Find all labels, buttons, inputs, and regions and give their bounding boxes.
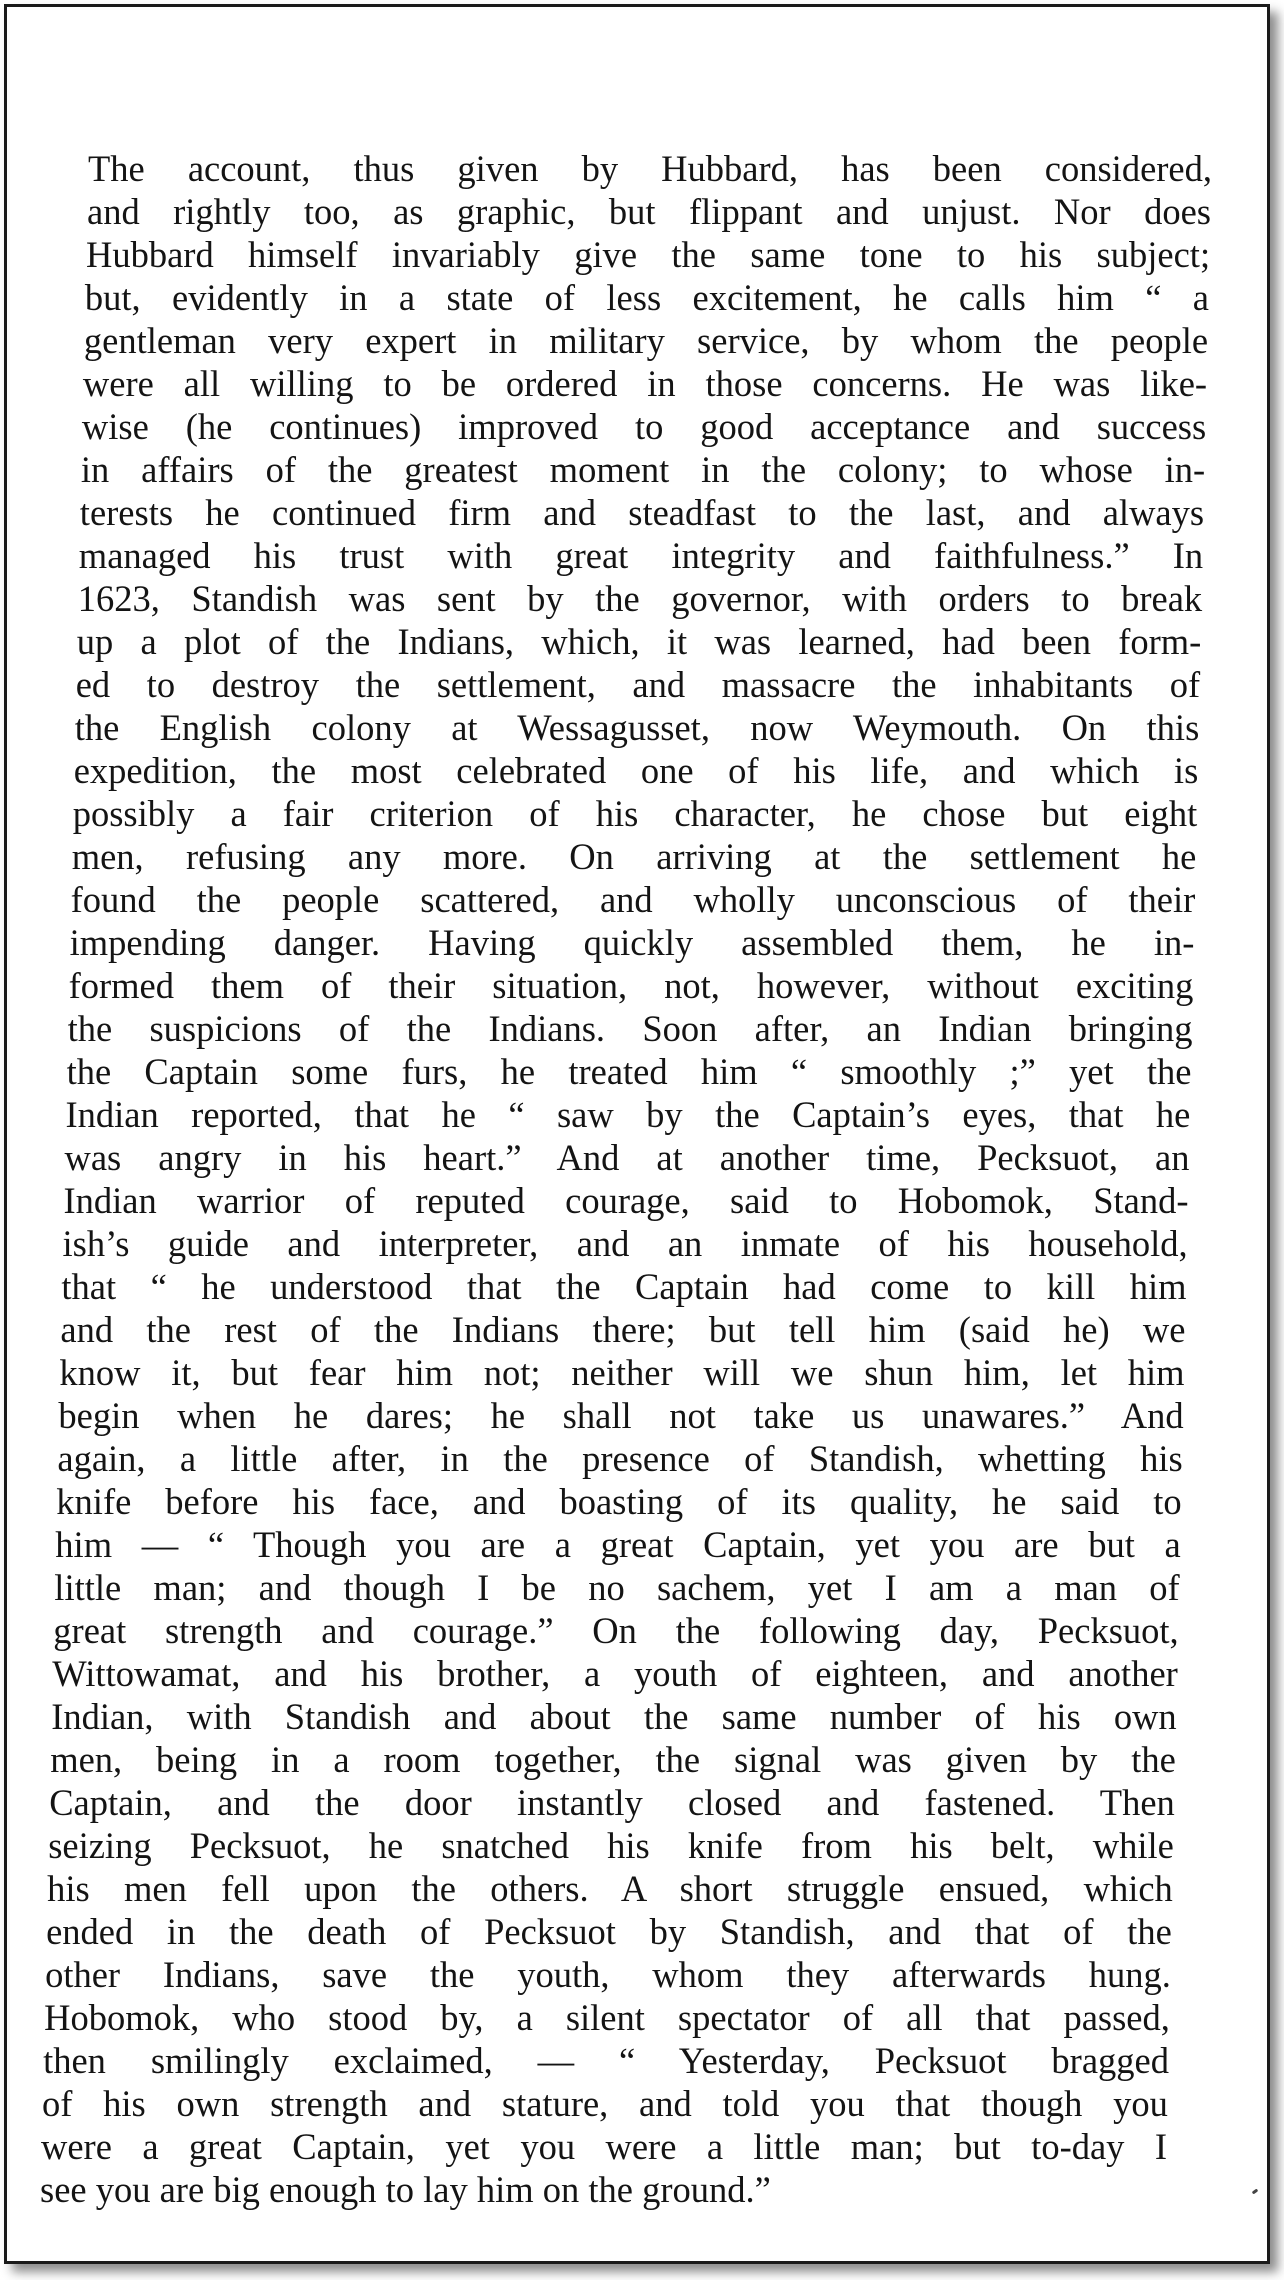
text-line: great strength and courage.” On the following day, Pecksuot, — [53, 1610, 1179, 1651]
text-line: impending danger. Having quickly assembled them, he in- — [69, 922, 1195, 963]
text-line: expedition, the most celebrated one of his life, and which is — [73, 750, 1199, 791]
page-speck — [1252, 2189, 1259, 2195]
text-line: Hobomok, who stood by, a silent spectator of all that passed, — [44, 1997, 1170, 2038]
text-line: him — “ Though you are a great Captain, yet you are but a — [55, 1524, 1181, 1565]
text-line: Indian, with Standish and about the same number of his own — [51, 1696, 1177, 1737]
text-line: see you are big enough to lay him on the ground.” — [40, 2169, 771, 2210]
text-line: Captain, and the door instantly closed and fastened. Then — [49, 1782, 1175, 1823]
text-line: the suspicions of the Indians. Soon after, an Indian bringing — [67, 1008, 1193, 1049]
text-line: ended in the death of Pecksuot by Standish, and that of the — [46, 1911, 1172, 1952]
text-line: were a great Captain, yet you were a little man; but to-day I — [41, 2126, 1167, 2167]
text-line: Wittowamat, and his brother, a youth of eighteen, and another — [52, 1653, 1178, 1694]
text-line: Indian reported, that he “ saw by the Captain’s eyes, that he — [65, 1094, 1191, 1135]
text-line: was angry in his heart.” And at another time, Pecksuot, an — [64, 1137, 1190, 1178]
text-line: in affairs of the greatest moment in the colony; to whose in- — [80, 449, 1206, 490]
text-line: little man; and though I be no sachem, yet I am a man of — [54, 1567, 1180, 1608]
text-line: knife before his face, and boasting of its quality, he said to — [56, 1481, 1182, 1522]
text-line: Hubbard himself invariably give the same tone to his subject; — [86, 234, 1211, 275]
text-line: wise (he continues) improved to good acceptance and success — [81, 406, 1207, 447]
text-line: his men fell upon the others. A short struggle ensued, which — [47, 1868, 1173, 1909]
text-line: found the people scattered, and wholly unconscious of their — [70, 879, 1196, 920]
text-line: men, refusing any more. On arriving at the settlement he — [71, 836, 1197, 877]
text-line: Indian warrior of reputed courage, said to Hobomok, Stand- — [63, 1180, 1189, 1221]
text-line: and rightly too, as graphic, but flippant and unjust. Nor does — [87, 191, 1211, 232]
text-line: formed them of their situation, not, however, without exciting — [68, 965, 1194, 1006]
text-line: again, a little after, in the presence of Standish, whetting his — [57, 1438, 1183, 1479]
text-line: 1623, Standish was sent by the governor, with orders to break — [77, 578, 1203, 619]
text-line: know it, but fear him not; neither will we shun him, let him — [59, 1352, 1185, 1393]
text-line: and the rest of the Indians there; but tell him (said he) we — [60, 1309, 1186, 1350]
text-line: men, being in a room together, the signal was given by the — [50, 1739, 1176, 1780]
text-line: possibly a fair criterion of his character, he chose but eight — [72, 793, 1198, 834]
text-line: the English colony at Wessagusset, now Weymouth. On this — [74, 707, 1200, 748]
text-line: then smilingly exclaimed, — “ Yesterday, Pecksuot bragged — [43, 2040, 1169, 2081]
text-line: other Indians, save the youth, whom they afterwards hung. — [45, 1954, 1171, 1995]
text-line: seizing Pecksuot, he snatched his knife from his belt, while — [48, 1825, 1174, 1866]
text-line: managed his trust with great integrity and faithfulness.” In — [78, 535, 1204, 576]
text-line: that “ he understood that the Captain had come to kill him — [61, 1266, 1187, 1307]
text-line: of his own strength and stature, and told you that though you — [42, 2083, 1168, 2124]
text-line: were all willing to be ordered in those concerns. He was like- — [82, 363, 1208, 404]
text-line: ish’s guide and interpreter, and an inmate of his household, — [62, 1223, 1188, 1264]
text-line: terests he continued firm and steadfast to the last, and always — [79, 492, 1205, 533]
text-line: ed to destroy the settlement, and massacre the inhabitants of — [75, 664, 1201, 705]
text-line: up a plot of the Indians, which, it was learned, had been form- — [76, 621, 1202, 662]
text-line: the Captain some furs, he treated him “ smoothly ;” yet the — [66, 1051, 1192, 1092]
text-line: but, evidently in a state of less excitement, he calls him “ a — [84, 277, 1209, 318]
text-line: The account, thus given by Hubbard, has been considered, — [88, 148, 1212, 189]
text-line: gentleman very expert in military service, by whom the people — [83, 320, 1209, 361]
text-line: begin when he dares; he shall not take us unawares.” And — [58, 1395, 1184, 1436]
